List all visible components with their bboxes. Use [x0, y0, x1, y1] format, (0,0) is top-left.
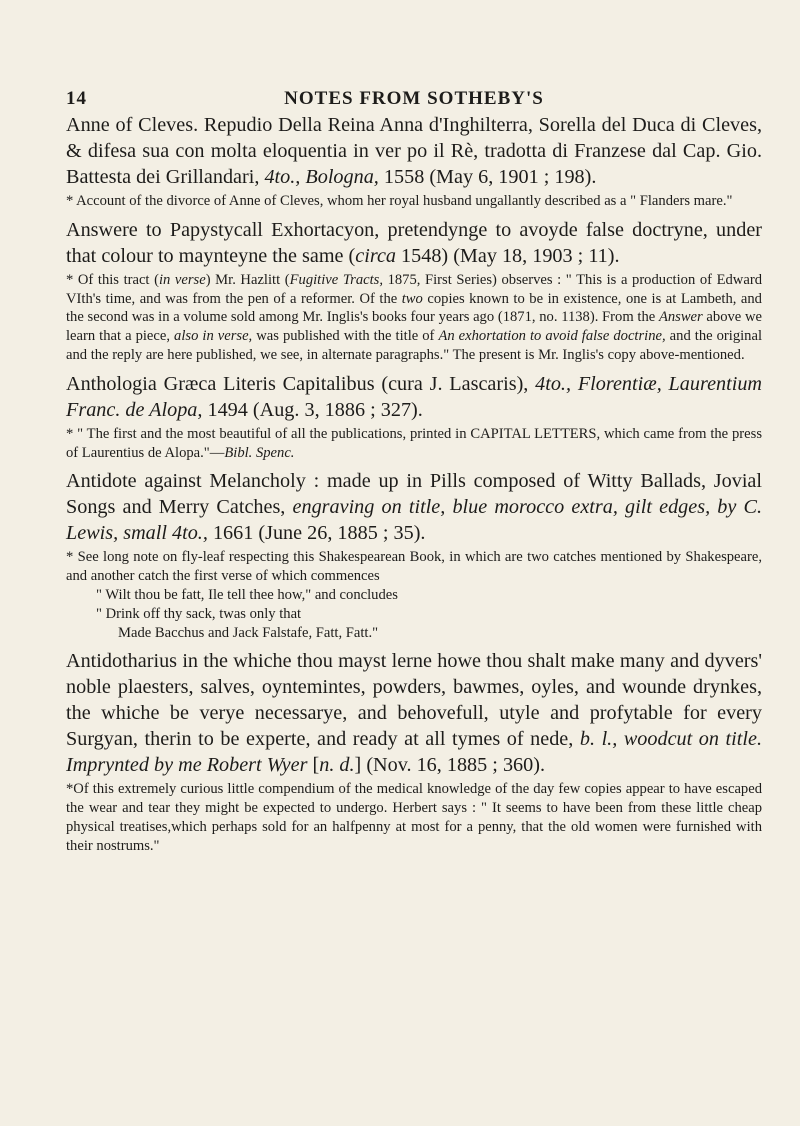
entry-note — [66, 271, 762, 365]
entry-heading — [66, 112, 762, 190]
heading-bracket: [ — [307, 754, 320, 777]
catalogue-entries — [66, 112, 762, 862]
entry-note — [66, 425, 762, 463]
heading-date: ] (Nov. 16, 1885 ; 360). — [354, 754, 545, 777]
note-text: *Of this extremely curious little compendium of the medical knowledge of the day few copies appear to have escaped the wear and tear they might be expected to undergo. Herbert says : " It seems to have been from these little cheap physical treatises,which perhaps sold for an halfpenny at most for a penny, that the old women were furnished with their nostrums." — [66, 781, 762, 854]
note-seg: * " The first and the most beautiful of all the publications, printed in CAPITAL LETTERS, which came from the press of Laurentius de Alopa."— — [66, 425, 762, 461]
note-text: * See long note on fly-leaf respecting this Shakespearean Book, in which are two catches mentioned by Shakespeare, and another catch the first verse of which commences — [66, 549, 762, 585]
heading-italic: 4to., Florentiæ, Laurentium Franc. de Alopa, — [66, 372, 763, 421]
note-text — [66, 271, 762, 365]
entry-note — [66, 192, 762, 211]
note-text: * Account of the divorce of Anne of Cleves, whom her royal husband ungallantly described as a " Flanders mare." — [66, 193, 733, 209]
note-seg: copies known to be in existence, one is at Lambeth, and the second was in a volume sold among Mr. Inglis's books four years ago (1871, no. 1138). From the — [66, 290, 762, 326]
entry-heading — [66, 648, 762, 778]
heading-italic: circa — [355, 244, 396, 267]
entry-heading — [66, 468, 762, 546]
entry-note — [66, 548, 762, 642]
note-seg: * Of this tract ( — [66, 271, 159, 288]
note-seg: 1875, First Series) observes : " This is a production of Edward VIth's time, and was from the pen of a reformer. Of the — [66, 271, 762, 307]
verse-line: " Wilt thou be fatt, Ile tell thee how," and concludes — [96, 586, 398, 603]
entry-answere — [66, 217, 762, 365]
entry-anne-of-cleves — [66, 112, 762, 211]
verse-line: " Drink off thy sack, twas only that — [96, 605, 302, 622]
entry-heading — [66, 217, 762, 269]
heading-text: Answere to Papystycall Exhortacyon, pretendynge to avoyde false doctryne, under that colour to maynteyne the same ( — [66, 218, 762, 267]
heading-date: 1494 (Aug. 3, 1886 ; 327). — [202, 398, 423, 421]
note-seg: above we learn that a piece, — [66, 309, 762, 345]
note-italic: also in verse, — [174, 328, 253, 345]
note-italic: two — [401, 290, 423, 307]
heading-text: Anthologia Græca Literis Capitalibus (cura J. Lascaris), — [66, 372, 536, 395]
verse-quote — [96, 586, 762, 642]
heading-date: 1661 (June 26, 1885 ; 35). — [207, 522, 426, 545]
heading-date: 1558 (May 6, 1901 ; 198). — [378, 166, 597, 188]
heading-italic: n. d. — [319, 754, 355, 777]
entry-heading — [66, 371, 762, 423]
heading-text: Antidotharius in the whiche thou mayst lerne howe thou shalt make many and dyvers' noble plaesters, salves, oyntemintes, powders, bawmes, oyles, and wounde drynkes, the whiche be verye necessarye, and behovefull, utyle and profytable for every Surgyan, therin to be experte, and ready at all tymes of nede, — [66, 650, 762, 751]
heading-date: 1548) (May 18, 1903 ; 11). — [396, 244, 620, 267]
entry-antidotharius — [66, 648, 762, 855]
verse-line: Made Bacchus and Jack Falstafe, Fatt, Fatt." — [118, 624, 379, 641]
running-title: NOTES FROM SOTHEBY'S — [284, 88, 544, 109]
page-number: 14 — [66, 88, 87, 109]
heading-italic: 4to., Bologna, — [264, 166, 379, 188]
heading-text: Antidote against Melancholy : made up in Pills composed of Witty Ballads, Jovial Songs and Merry Catches, — [66, 470, 762, 519]
entry-antidote — [66, 468, 762, 642]
entry-anthologia — [66, 371, 762, 463]
note-seg: and the original and the reply are here published, we see, in alternate paragraphs." The present is Mr. Inglis's copy above-mentioned. — [66, 328, 763, 363]
note-italic: Fugitive Tracts, — [289, 271, 383, 288]
note-italic: An exhortation to avoid false doctrine, — [438, 328, 666, 345]
note-text — [66, 425, 762, 463]
note-italic: Bibl. Spenc. — [224, 444, 295, 461]
note-seg: was published with the title of — [252, 328, 439, 345]
heading-italic: engraving on title, blue morocco extra, gilt edges, by C. Lewis, small 4to., — [66, 496, 762, 545]
note-italic: Answer — [658, 309, 703, 326]
entry-note — [66, 780, 762, 855]
heading-italic: b. l., woodcut on title. Imprynted by me Robert Wyer — [66, 728, 762, 777]
note-seg: ) Mr. Hazlitt ( — [205, 271, 290, 288]
heading-text: Anne of Cleves. Repudio Della Reina Anna d'Inghilterra, Sorella del Duca di Cleves, & difesa sua con molta eloquentia in ver po il Rè, tradotta di Franzese dal Cap. Gio. Battesta dei Grillandari, — [66, 114, 762, 188]
note-italic: in verse — [158, 271, 206, 288]
